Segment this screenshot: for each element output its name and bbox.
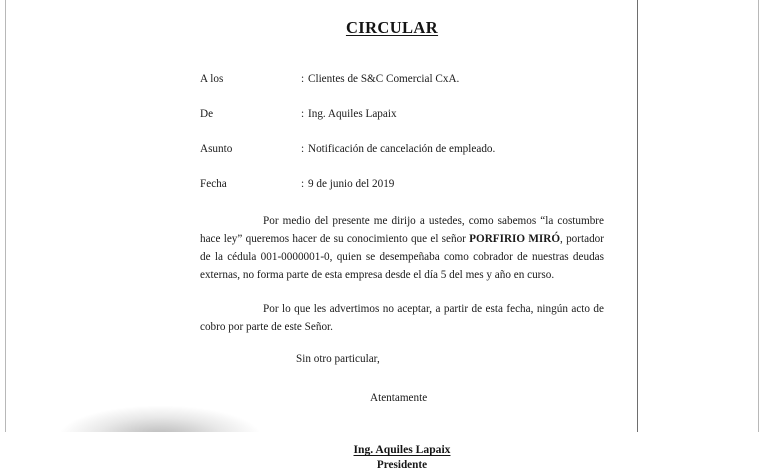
- right-page-guide-line: [758, 0, 759, 432]
- body-paragraph-1-part-a: Por medio del presente me dirijo a ustedes, como sabemos “la costumbre hace ley” queremos hacer de su conocimiento que el señor: [200, 215, 604, 246]
- document-page: [6, 0, 637, 472]
- field-label-asunto: Asunto: [200, 143, 233, 155]
- body-paragraph-1-part-b: , portador de la cédula 001-0000001-0, quien se desempeñaba como cobrador de nuestras deudas externas, no forma parte de esta empresa desde el día 5 del mes y año en curso.: [200, 233, 604, 282]
- field-label-fecha: Fecha: [200, 178, 227, 190]
- signature-role: Presidente: [376, 459, 428, 472]
- body-paragraph-2: Por lo que les advertimos no aceptar, a partir de esta fecha, ningún acto de cobro por parte de este Señor.: [200, 302, 604, 333]
- field-row-a-los: [200, 72, 620, 86]
- field-label-a-los: A los: [200, 73, 224, 85]
- page-title: CIRCULAR: [345, 18, 439, 37]
- field-row-de: [200, 107, 620, 121]
- field-colon-de: :: [301, 108, 305, 120]
- document-content: [200, 0, 620, 473]
- field-colon-fecha: :: [301, 178, 305, 190]
- field-colon-asunto: :: [301, 143, 305, 155]
- signature-name: Ing. Aquiles Lapaix: [353, 443, 451, 457]
- memo-header-fields: [200, 72, 620, 191]
- field-value-asunto: Notificación de cancelación de empleado.: [308, 143, 496, 155]
- document-body: [200, 212, 604, 336]
- field-value-fecha: 9 de junio del 2019: [308, 178, 395, 190]
- field-value-de: Ing. Aquiles Lapaix: [308, 108, 397, 120]
- closing-farewell: Sin otro particular,: [296, 352, 380, 365]
- signature-block: [200, 442, 634, 473]
- field-value-a-los: Clientes de S&C Comercial CxA.: [308, 73, 460, 85]
- field-row-fecha: [200, 177, 620, 191]
- body-paragraph-1: [200, 212, 604, 285]
- page-right-edge: [637, 0, 638, 432]
- closing-block: [200, 351, 604, 407]
- employee-name: PORFIRIO MIRÓ: [469, 233, 561, 246]
- closing-salutation: Atentamente: [370, 391, 428, 404]
- field-label-de: De: [200, 108, 214, 120]
- field-colon-a-los: :: [301, 73, 305, 85]
- field-row-asunto: [200, 142, 620, 156]
